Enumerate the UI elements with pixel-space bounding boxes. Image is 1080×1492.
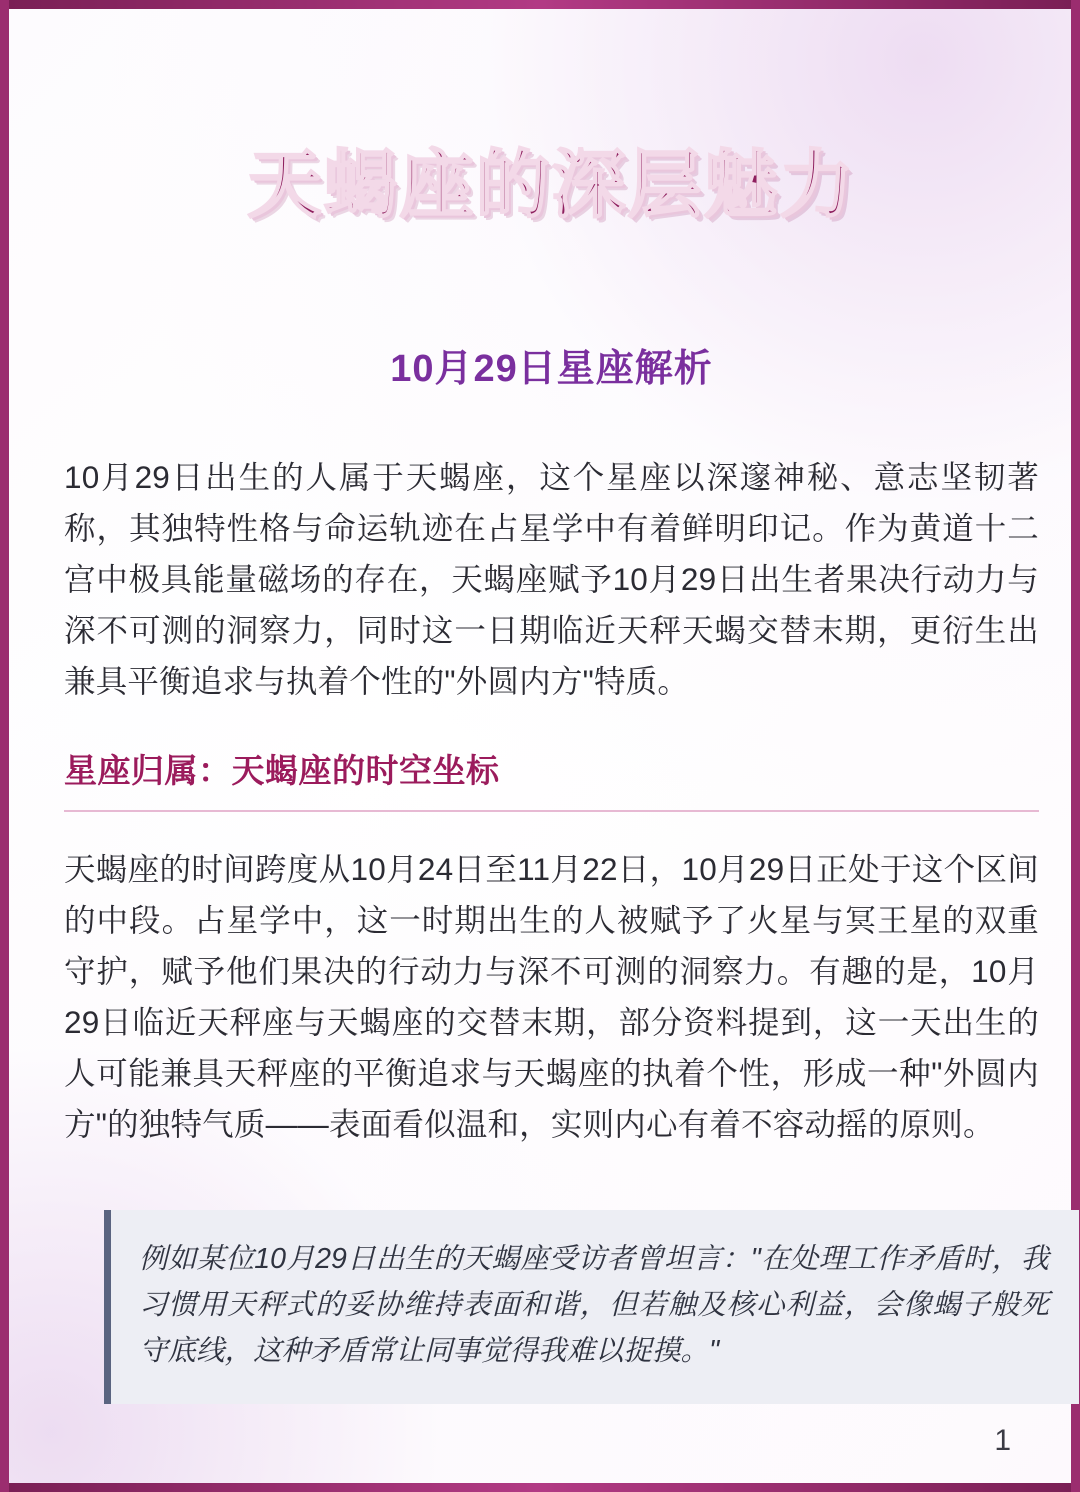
page-number: 1 [994,1424,1011,1457]
page-title: 天蝎座的深层魅力 [247,142,856,226]
section-heading: 星座归属：天蝎座的时空坐标 [64,745,1039,812]
page-subtitle: 10月29日星座解析 [390,347,713,390]
page-content [64,0,1049,1492]
quote-block: 例如某位10月29日出生的天蝎座受访者曾坦言："在处理工作矛盾时，我习惯用天秤式的妥协维持表面和谐，但若触及核心利益，会像蝎子般死守底线，这种矛盾常让同事觉得我难以捉摸。" [104,1210,1079,1404]
intro-paragraph: 10月29日出生的人属于天蝎座，这个星座以深邃神秘、意志坚韧著称，其独特性格与命运轨迹在占星学中有着鲜明印记。作为黄道十二宫中极具能量磁场的存在，天蝎座赋予10月29日出生者果决行动力与深不可测的洞察力，同时这一日期临近天秤天蝎交替末期，更衍生出兼具平衡追求与执着个性的"外圆内方"特质。 [64,458,1039,699]
body-paragraph: 天蝎座的时间跨度从10月24日至11月22日，10月29日正处于这个区间的中段。占星学中，这一时期出生的人被赋予了火星与冥王星的双重守护，赋予他们果决的行动力与深不可测的洞察力。有趣的是，10月29日临近天秤座与天蝎座的交替末期，部分资料提到，这一天出生的人可能兼具天秤座的平衡追求与天蝎座的执着个性，形成一种"外圆内方"的独特气质——表面看似温和，实则内心有着不容动摇的原则。 [64,850,1039,1142]
